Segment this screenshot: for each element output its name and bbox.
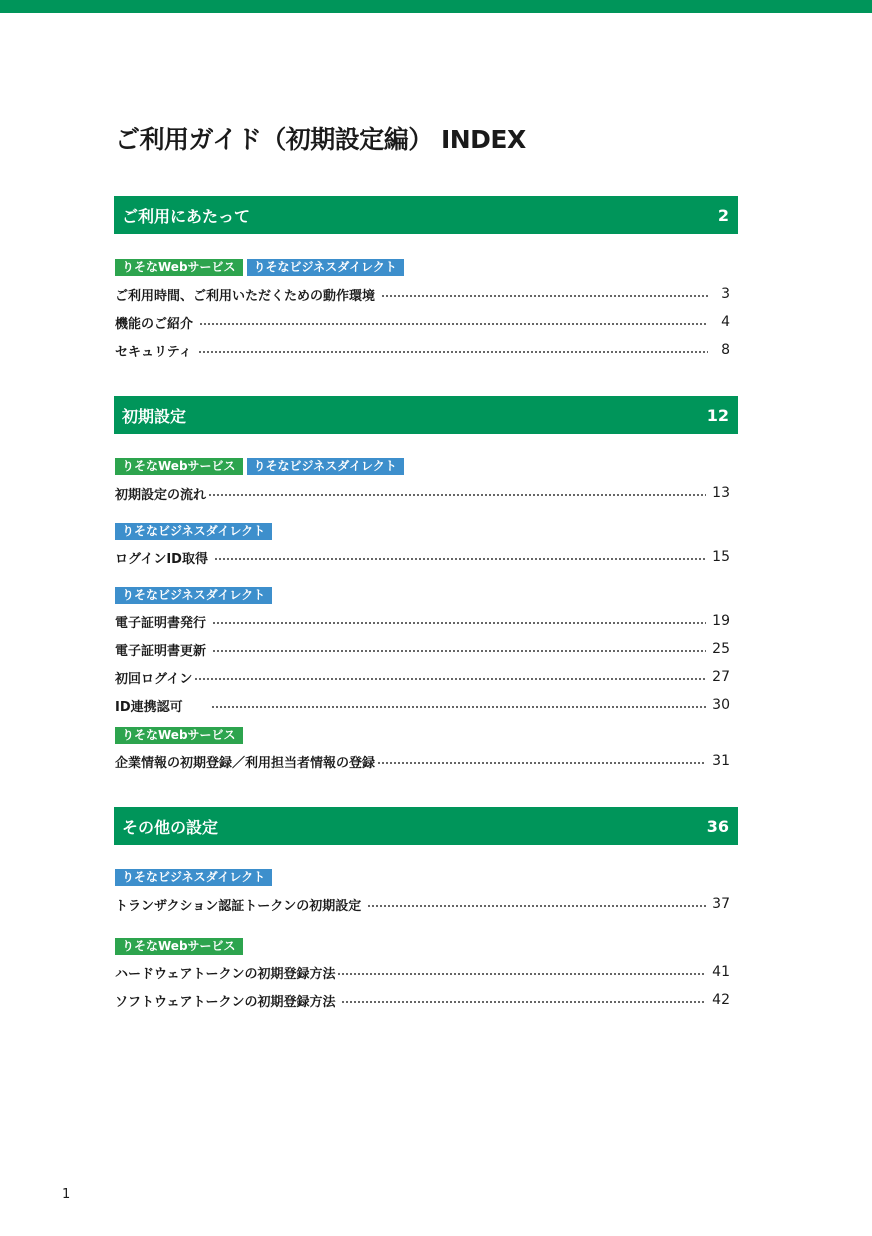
- service-tags: [115, 869, 272, 886]
- leader-dots: [337, 973, 706, 975]
- toc-item[interactable]: [115, 751, 730, 771]
- leader-dots: [199, 323, 708, 325]
- toc-item[interactable]: [115, 284, 730, 304]
- leader-dots: [212, 650, 706, 652]
- leader-dots: [341, 1001, 706, 1003]
- leader-dots: [194, 678, 706, 680]
- leader-dots: [214, 558, 706, 560]
- toc-label: ご利用時間、ご利用いただくための動作環境: [115, 288, 376, 304]
- section-title: 初期設定: [122, 406, 187, 426]
- toc-page: 8: [721, 342, 730, 358]
- leader-dots: [367, 905, 706, 907]
- toc-page: 25: [712, 641, 730, 657]
- toc-item[interactable]: [115, 312, 730, 332]
- toc-label: 企業情報の初期登録／利用担当者情報の登録: [115, 755, 376, 771]
- toc-page: 19: [712, 613, 730, 629]
- service-tags: [115, 523, 272, 540]
- toc-item[interactable]: [115, 962, 730, 982]
- leader-dots: [381, 295, 708, 297]
- tag-business-direct: りそなビジネスダイレクト: [115, 587, 272, 604]
- toc-page: 27: [712, 669, 730, 685]
- toc-label: ハードウェアトークンの初期登録方法: [115, 966, 336, 982]
- leader-dots: [198, 351, 708, 353]
- service-tags: [115, 458, 404, 475]
- toc-page: 30: [712, 697, 730, 713]
- toc-page: 4: [721, 314, 730, 330]
- toc-page: 37: [712, 896, 730, 912]
- tag-web-service: りそなWebサービス: [115, 259, 243, 276]
- toc-label: ID連携認可: [115, 699, 183, 715]
- toc-item[interactable]: [115, 639, 730, 659]
- section-header-other-settings[interactable]: [114, 807, 738, 845]
- tag-web-service: りそなWebサービス: [115, 727, 243, 744]
- tag-business-direct: りそなビジネスダイレクト: [115, 869, 272, 886]
- toc-page: 15: [712, 549, 730, 565]
- leader-dots: [211, 706, 707, 708]
- service-tags: [115, 938, 243, 955]
- toc-label: セキュリティ: [115, 344, 192, 360]
- toc-label: ソフトウェアトークンの初期登録方法: [115, 994, 336, 1010]
- section-title: ご利用にあたって: [122, 206, 251, 226]
- page-number: 1: [62, 1187, 71, 1202]
- toc-item[interactable]: [115, 547, 730, 567]
- toc-page: 41: [712, 964, 730, 980]
- leader-dots: [208, 494, 706, 496]
- page-title: ご利用ガイド（初期設定編） INDEX: [115, 125, 526, 154]
- leader-dots: [212, 622, 706, 624]
- section-page: 12: [706, 405, 729, 425]
- toc-label: ログインID取得: [115, 551, 208, 567]
- toc-item[interactable]: [115, 894, 730, 914]
- section-page: 36: [706, 816, 729, 836]
- tag-web-service: りそなWebサービス: [115, 458, 243, 475]
- tag-business-direct: りそなビジネスダイレクト: [247, 259, 404, 276]
- service-tags: [115, 259, 404, 276]
- top-accent-bar: [0, 0, 872, 13]
- toc-page: 31: [712, 753, 730, 769]
- tag-business-direct: りそなビジネスダイレクト: [115, 523, 272, 540]
- section-header-usage[interactable]: [114, 196, 738, 234]
- toc-item[interactable]: [115, 695, 730, 715]
- toc-label: 電子証明書更新: [115, 643, 207, 659]
- service-tags: [115, 587, 272, 604]
- section-header-initial-setup[interactable]: [114, 396, 738, 434]
- toc-item[interactable]: [115, 990, 730, 1010]
- toc-page: 42: [712, 992, 730, 1008]
- toc-label: 電子証明書発行: [115, 615, 207, 631]
- leader-dots: [377, 762, 706, 764]
- toc-item[interactable]: [115, 611, 730, 631]
- toc-page: 3: [721, 286, 730, 302]
- toc-item[interactable]: [115, 667, 730, 687]
- toc-label: 初期設定の流れ: [115, 487, 207, 503]
- section-page: 2: [717, 205, 729, 225]
- toc-item[interactable]: [115, 483, 730, 503]
- toc-label: 初回ログイン: [115, 671, 193, 687]
- tag-business-direct: りそなビジネスダイレクト: [247, 458, 404, 475]
- toc-label: トランザクション認証トークンの初期設定: [115, 898, 362, 914]
- toc-label: 機能のご紹介: [115, 316, 194, 332]
- toc-item[interactable]: [115, 340, 730, 360]
- service-tags: [115, 727, 243, 744]
- toc-page: 13: [712, 485, 730, 501]
- tag-web-service: りそなWebサービス: [115, 938, 243, 955]
- section-title: その他の設定: [122, 817, 219, 837]
